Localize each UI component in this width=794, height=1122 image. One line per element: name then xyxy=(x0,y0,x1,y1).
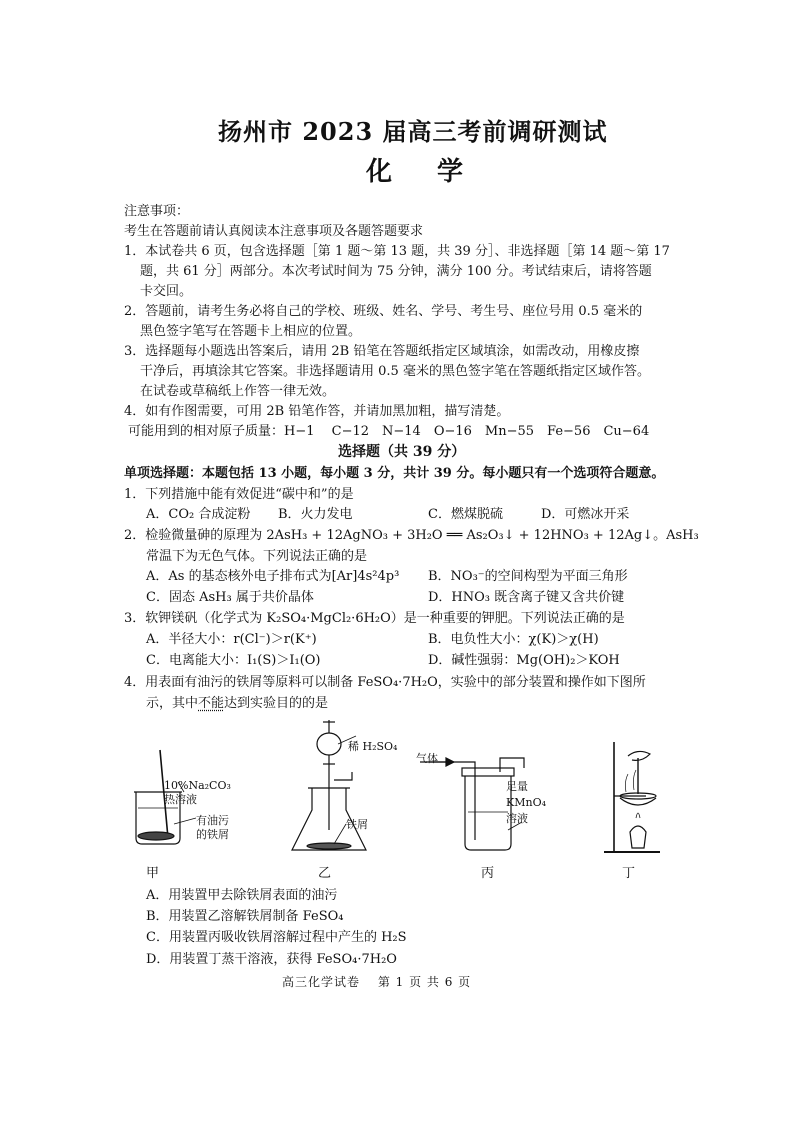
notice-intro: 考生在答题前请认真阅读本注意事项及各题答题要求 xyxy=(124,224,424,239)
notice-line: 黑色签字笔写在答题卡上相应的位置。 xyxy=(140,324,362,339)
q4-option-c: C．用装置丙吸收铁屑溶解过程中产生的 H₂S xyxy=(146,930,407,945)
caption-ding: 丁 xyxy=(622,866,636,881)
notice-line: 卡交回。 xyxy=(140,284,193,299)
q3-stem: 3．软钾镁矾（化学式为 K₂SO₄·MgCl₂·6H₂O）是一种重要的钾肥。下列说法正确的是 xyxy=(124,611,625,626)
exam-title: 扬州市 2023 届高三考前调研测试 xyxy=(218,117,608,146)
q2-stem-line1: 2．检验微量砷的原理为 2AsH₃ + 12AgNO₃ + 3H₂O ══ As₂O₃↓ + 12HNO₃ + 12Ag↓。AsH₃ xyxy=(124,528,699,543)
q1-option-d: D．可燃冰开采 xyxy=(541,507,630,522)
q4-option-b: B．用装置乙溶解铁屑制备 FeSO₄ xyxy=(146,909,344,924)
section-title: 选择题（共 39 分） xyxy=(338,444,466,460)
q3-option-a: A．半径大小：r(Cl⁻)＞r(K⁺) xyxy=(146,632,317,647)
notice-line: 4．如有作图需要，可用 2B 铅笔作答，并请加黑加粗，描写清楚。 xyxy=(124,404,510,419)
section-instruction: 单项选择题：本题包括 13 小题，每小题 3 分，共计 39 分。每小题只有一个选项符合题意。 xyxy=(124,466,665,481)
yi-label-acid: 稀 H₂SO₄ xyxy=(348,740,398,753)
bing-label-gas: 气体 xyxy=(416,752,438,765)
jia-label-hot: 热溶液 xyxy=(164,793,197,806)
subject-title: 化 学 xyxy=(366,157,482,187)
emphasis-not: 不能 xyxy=(198,696,225,711)
caption-bing: 丙 xyxy=(481,866,495,881)
page-footer: 高三化学试卷 第 1 页 共 6 页 xyxy=(282,975,472,989)
q1-option-c: C．燃煤脱硫 xyxy=(428,507,503,522)
q3-option-b: B．电负性大小：χ(K)＞χ(H) xyxy=(428,632,599,647)
q2-option-b: B．NO₃⁻的空间构型为平面三角形 xyxy=(428,569,628,584)
notice-line: 3．选择题每小题选出答案后，请用 2B 铅笔在答题纸指定区域填涂，如需改动，用橡皮擦 xyxy=(124,344,640,359)
q1-stem: 1．下列措施中能有效促进“碳中和”的是 xyxy=(124,487,354,502)
jia-label-solution: 10%Na₂CO₃ xyxy=(164,779,231,792)
bing-label-excess: 足量 xyxy=(506,780,528,793)
jia-label-oily: 有油污 xyxy=(196,814,229,827)
q1-option-a: A．CO₂ 合成淀粉 xyxy=(146,507,251,522)
notice-heading: 注意事项： xyxy=(124,204,190,219)
notice-line: 题，共 61 分］两部分。本次考试时间为 75 分钟，满分 100 分。考试结束后，请将答题 xyxy=(140,264,652,279)
q3-option-d: D．碱性强弱：Mg(OH)₂＞KOH xyxy=(428,653,620,668)
caption-jia: 甲 xyxy=(146,866,160,881)
q1-option-b: B．火力发电 xyxy=(278,507,353,522)
q2-option-d: D．HNO₃ 既含离子键又含共价键 xyxy=(428,590,625,605)
atomic-masses: 可能用到的相对原子质量：H−1 C−12 N−14 O−16 Mn−55 Fe−56 Cu−64 xyxy=(128,424,650,439)
jia-label-iron: 的铁屑 xyxy=(196,828,229,841)
q3-option-c: C．电离能大小：I₁(S)＞I₁(O) xyxy=(146,653,321,668)
notice-line: 在试卷或草稿纸上作答一律无效。 xyxy=(140,384,336,399)
q4-stem-line1: 4．用表面有油污的铁屑等原料可以制备 FeSO₄·7H₂O，实验中的部分装置和操作如下图所 xyxy=(124,675,646,690)
q4-stem-line2: 示，其中不能达到实验目的的是 xyxy=(146,696,329,711)
bing-label-solution: 溶液 xyxy=(506,812,528,825)
q2-option-a: A．As 的基态核外电子排布式为[Ar]4s²4p³ xyxy=(146,569,400,584)
evaporation-apparatus-ding xyxy=(604,742,660,852)
notice-line: 2．答题前，请考生务必将自己的学校、班级、姓名、学号、考生号、座位号用 0.5 毫米的 xyxy=(124,304,643,319)
bing-label-kmno4: KMnO₄ xyxy=(506,796,546,809)
caption-yi: 乙 xyxy=(318,866,332,881)
q2-option-c: C．固态 AsH₃ 属于共价晶体 xyxy=(146,590,314,605)
q4-option-a: A．用装置甲去除铁屑表面的油污 xyxy=(146,888,338,903)
notice-line: 干净后，再填涂其它答案。非选择题请用 0.5 毫米的黑色签字笔在答题纸指定区域作答。 xyxy=(140,364,650,379)
q2-stem-line2: 常温下为无色气体。下列说法正确的是 xyxy=(146,549,368,564)
notice-line: 1．本试卷共 6 页，包含选择题［第 1 题～第 13 题，共 39 分］、非选择题［第 14 题～第 17 xyxy=(124,244,670,259)
q4-option-d: D．用装置丁蒸干溶液，获得 FeSO₄·7H₂O xyxy=(146,952,397,967)
yi-label-iron: 铁屑 xyxy=(346,818,368,831)
apparatus-figure xyxy=(120,712,680,882)
